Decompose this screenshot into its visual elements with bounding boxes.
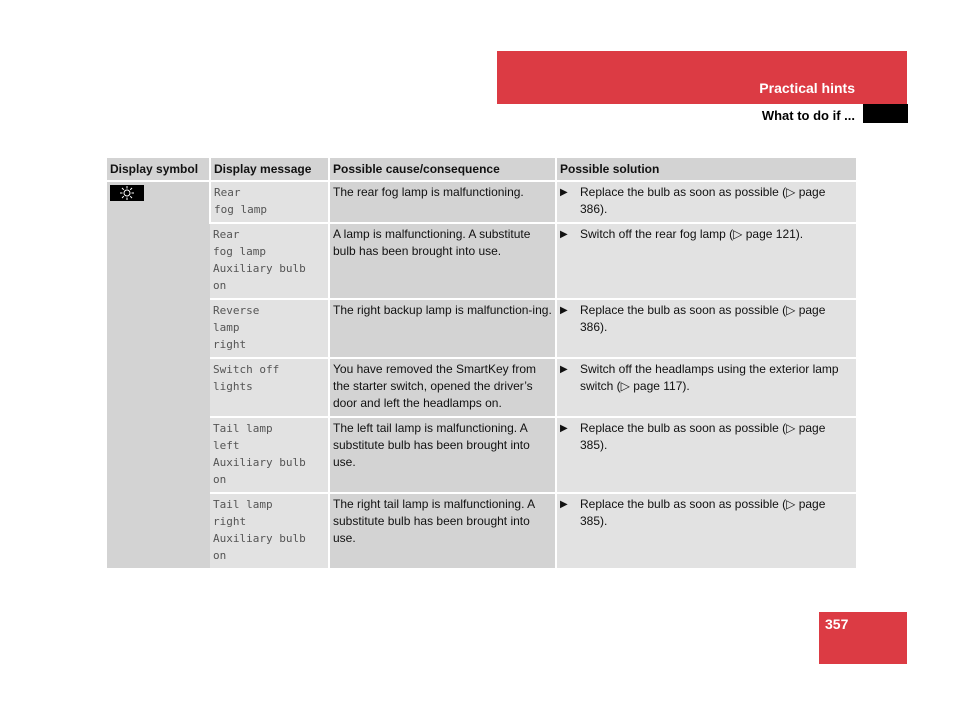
page-number: 357 (825, 616, 849, 632)
display-message: Switch off lights (210, 358, 329, 417)
header-band (497, 51, 907, 104)
possible-cause: The rear fog lamp is malfunctioning. (329, 181, 556, 223)
table-row (107, 417, 856, 493)
solution-text: Replace the bulb as soon as possible (▷ page 385). (580, 421, 826, 452)
bullet-arrow-icon: ▶ (560, 187, 568, 198)
column-header-cause: Possible cause/consequence (329, 158, 556, 181)
column-header-symbol: Display symbol (107, 158, 210, 181)
solution-text: Switch off the headlamps using the exterior lamp switch (▷ page 117). (580, 362, 839, 393)
possible-cause: The right tail lamp is malfunctioning. A substitute bulb has been brought into use. (329, 493, 556, 569)
lamp-malfunction-icon (110, 185, 144, 201)
page-number-box (819, 612, 907, 664)
thumb-tab (863, 104, 908, 123)
table-header-row (107, 158, 856, 181)
table-row (107, 358, 856, 417)
possible-solution (556, 417, 856, 493)
table-row (107, 223, 856, 299)
solution-text: Replace the bulb as soon as possible (▷ page 385). (580, 497, 826, 528)
possible-cause: The left tail lamp is malfunctioning. A substitute bulb has been brought into use. (329, 417, 556, 493)
possible-cause: You have removed the SmartKey from the starter switch, opened the driver’s door and left the headlamps on. (329, 358, 556, 417)
table-row (107, 181, 856, 223)
display-symbol-cell (107, 181, 210, 569)
column-header-message: Display message (210, 158, 329, 181)
subsection-title: What to do if ... (761, 108, 855, 123)
display-message: Rear fog lamp (210, 181, 329, 223)
bullet-arrow-icon: ▶ (560, 499, 568, 510)
possible-solution (556, 358, 856, 417)
bullet-arrow-icon: ▶ (560, 229, 568, 240)
possible-solution (556, 299, 856, 358)
display-message: Tail lamp left Auxiliary bulb on (210, 417, 329, 493)
possible-solution (556, 493, 856, 569)
column-header-solution: Possible solution (556, 158, 856, 181)
possible-cause: The right backup lamp is malfunction-ing. (329, 299, 556, 358)
possible-solution (556, 223, 856, 299)
table-row (107, 299, 856, 358)
display-message: Rear fog lamp Auxiliary bulb on (210, 223, 329, 299)
bullet-arrow-icon: ▶ (560, 364, 568, 375)
bullet-arrow-icon: ▶ (560, 305, 568, 316)
bullet-arrow-icon: ▶ (560, 423, 568, 434)
display-message: Tail lamp right Auxiliary bulb on (210, 493, 329, 569)
troubleshooting-table (107, 158, 856, 570)
solution-text: Replace the bulb as soon as possible (▷ page 386). (580, 185, 826, 216)
solution-text: Replace the bulb as soon as possible (▷ page 386). (580, 303, 826, 334)
display-message: Reverse lamp right (210, 299, 329, 358)
possible-solution (556, 181, 856, 223)
solution-text: Switch off the rear fog lamp (▷ page 121). (580, 227, 804, 241)
possible-cause: A lamp is malfunctioning. A substitute bulb has been brought into use. (329, 223, 556, 299)
table-row (107, 493, 856, 569)
section-title: Practical hints (759, 80, 855, 96)
